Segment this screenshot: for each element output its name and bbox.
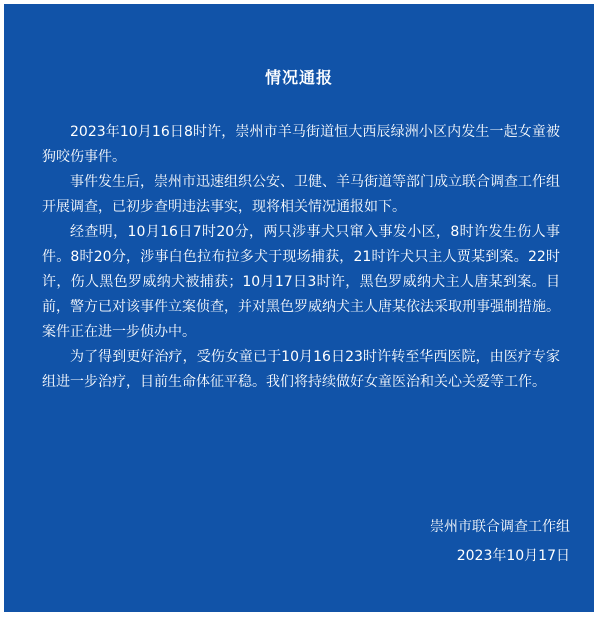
paragraph-response: 事件发生后，崇州市迅速组织公安、卫健、羊马街道等部门成立联合调查工作组开展调查，已初步查明违法事实，现将相关情况通报如下。 xyxy=(42,174,560,215)
paragraph-findings: 经查明，10月16日7时20分，两只涉事犬只窜入事发小区，8时许发生伤人事件。8时20分，涉事白色拉布拉多犬于现场捕获，21时许犬只主人贾某到案。22时许，伤人黑色罗威纳犬被捕获；10月17日3时许，黑色罗威纳犬主人唐某到案。目前，警方已对该事件立案侦查，并对黑色罗威纳犬主人唐某依法采取刑事强制措施。案件正在进一步侦办中。 xyxy=(42,224,560,340)
issue-date: 2023年10月17日 xyxy=(456,548,570,564)
issuer-signature: 崇州市联合调查工作组 xyxy=(430,519,570,535)
notice-panel xyxy=(4,4,594,612)
paragraph-treatment: 为了得到更好治疗，受伤女童已于10月16日23时许转至华西医院，由医疗专家组进一步治疗，目前生命体征平稳。我们将持续做好女童医治和关心关爱等工作。 xyxy=(42,349,560,390)
notice-title: 情况通报 xyxy=(264,68,333,87)
notice-body xyxy=(42,120,560,395)
paragraph-incident: 2023年10月16日8时许，崇州市羊马街道恒大西辰绿洲小区内发生一起女童被狗咬伤事件。 xyxy=(42,124,560,165)
